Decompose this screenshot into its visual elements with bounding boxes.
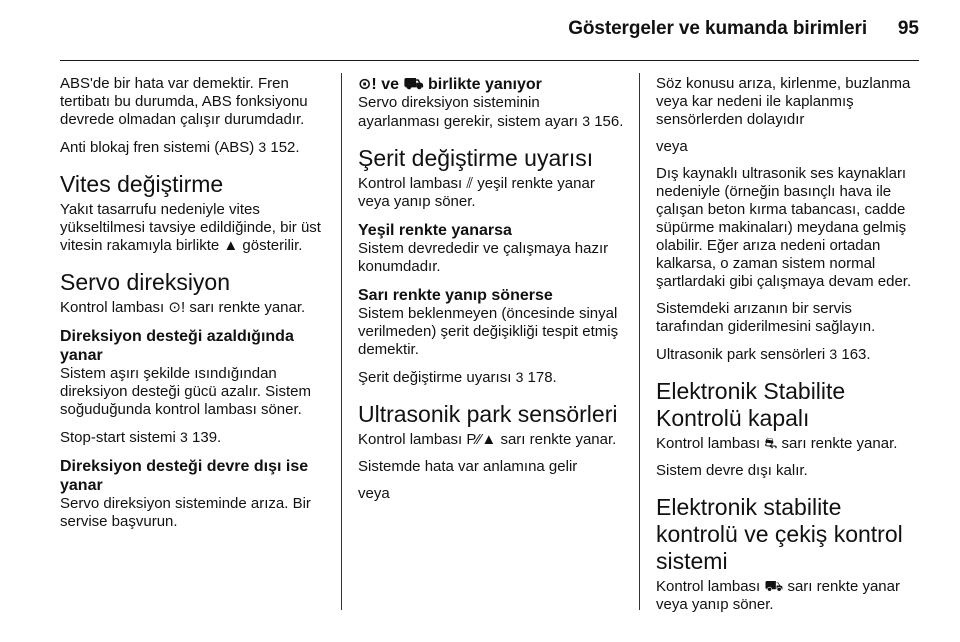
devre-disi-paragraph: Servo direksiyon sisteminde arıza. Bir servise başvurun. [60, 495, 311, 530]
servis-paragraph: Sistemdeki arızanın bir servis tarafından giderilmesini sağlayın. [656, 300, 876, 335]
reference-arrow-icon: 3 [582, 113, 591, 129]
heading-ultrasonik: Ultrasonik park sensörleri [358, 401, 618, 427]
page-link[interactable]: 163. [841, 346, 871, 363]
serit-reference: Şerit değiştirme uyarısı 3 178. [358, 369, 557, 386]
heading-azaldiginda: Direksiyon desteği azaldığında yanar [60, 328, 294, 364]
column-1 [60, 75, 326, 540]
servo-paragraph: Kontrol lambası ⊙! sarı renkte yanar. [60, 299, 306, 316]
steering-warning-icon: ⊙! [358, 76, 377, 93]
abs-paragraph: ABS'de bir hata var demektir. Fren tertibatı bu durumda, ABS fonksiyonu devrede olmadan çalışır durumdadır. [60, 75, 308, 128]
ultrasonik-reference: Ultrasonik park sensörleri 3 163. [656, 346, 871, 363]
sari-paragraph: Sistem beklenmeyen (öncesinde sinyal verilmeden) şerit değişikliği tespit etmiş demektir. [358, 305, 619, 358]
stop-start-reference: Stop-start sistemi 3 139. [60, 429, 222, 446]
azaldiginda-paragraph: Sistem aşırı şekilde ısındığından direksiyon desteği gücü azalır. Sistem soğuduğunda kontrol lambası söner. [60, 365, 311, 418]
ultrasonik-paragraph: Kontrol lambası P⁄⁄▲ sarı renkte yanar. [358, 431, 617, 448]
header-title: Göstergeler ve kumanda birimleri [568, 18, 867, 39]
heading-yesil: Yeşil renkte yanarsa [358, 222, 512, 239]
steering-warning-icon: ⊙! [168, 299, 186, 316]
serit-paragraph: Kontrol lambası ⫽ yeşil renkte yanar veya yanıp söner. [358, 175, 595, 210]
page-number: 95 [897, 18, 919, 39]
page-link[interactable]: 152. [270, 139, 300, 156]
veya-paragraph: veya [656, 138, 688, 155]
yesil-paragraph: Sistem devrededir ve çalışmaya hazır konumdadır. [358, 240, 609, 275]
stability-control-icon: ⛟ [403, 76, 424, 93]
reference-arrow-icon: 3 [515, 369, 524, 385]
lane-change-icon: ⫽ [466, 175, 474, 192]
column-2 [358, 75, 624, 512]
reference-arrow-icon: 3 [180, 429, 188, 445]
upshift-arrow-icon: ▲ [223, 237, 239, 254]
heading-devre-disi: Direksiyon desteği devre dışı ise yanar [60, 458, 309, 494]
heading-esc: Elektronik stabilite kontrolü ve çekiş kontrol sistemi [656, 494, 903, 574]
heading-serit: Şerit değiştirme uyarısı [358, 145, 594, 171]
page-link[interactable]: 178. [527, 369, 557, 386]
page-link[interactable]: 156. [594, 113, 624, 130]
heading-sari: Sarı renkte yanıp sönerse [358, 287, 553, 304]
veya-paragraph: veya [358, 485, 390, 502]
esc-off-paragraph: Kontrol lambası ⛐ sarı renkte yanar. [656, 435, 898, 452]
esc-paragraph: Kontrol lambası ⛟ sarı renkte yanar veya yanıp söner. [656, 578, 900, 613]
ultrasonic-source-paragraph: Dış kaynaklı ultrasonik ses kaynakları nedeniyle (örneğin basınçlı hava ile çalışan beton kırma tabancası, cadde süpürme makinaları) meydana gelmiş olabilir. Eğer arıza nedeni ortadan kalkarsa, o zaman sistem normal şartlardaki gibi çalışmaya devam eder. [656, 165, 912, 290]
devre-disi-paragraph: Sistem devre dışı kalır. [656, 462, 808, 479]
column-divider-1 [341, 73, 342, 610]
column-3 [656, 75, 922, 623]
heading-servo: Servo direksiyon [60, 269, 231, 295]
vites-paragraph: Yakıt tasarrufu nedeniyle vites yükseltilmesi tavsiye edildiğinde, bir üst vitesin rakamıyla birlikte ▲ gösterilir. [60, 201, 321, 254]
column-divider-2 [639, 73, 640, 610]
esc-off-icon: ⛐ [764, 435, 778, 452]
heading-esc-off: Elektronik Stabilite Kontrolü kapalı [656, 378, 846, 431]
stability-control-icon: ⛟ [764, 578, 784, 595]
reference-arrow-icon: 3 [258, 139, 267, 155]
hata-paragraph: Sistemde hata var anlamına gelir [358, 458, 578, 475]
abs-reference: Anti blokaj fren sistemi (ABS) 3 152. [60, 139, 300, 156]
heading-birlikte: ⊙! ve ⛟ birlikte yanıyor [358, 76, 542, 93]
page-header [60, 0, 919, 61]
park-sensor-icon: P⁄⁄▲ [466, 431, 497, 448]
heading-vites: Vites değiştirme [60, 171, 224, 197]
page-link[interactable]: 139. [192, 429, 222, 446]
ariza-paragraph: Söz konusu arıza, kirlenme, buzlanma veya kar nedeni ile kaplanmış sensörlerden dolayıdır [656, 75, 911, 128]
reference-arrow-icon: 3 [829, 346, 838, 362]
birlikte-paragraph: Servo direksiyon sisteminin ayarlanması gerekir, sistem ayarı 3 156. [358, 94, 624, 130]
